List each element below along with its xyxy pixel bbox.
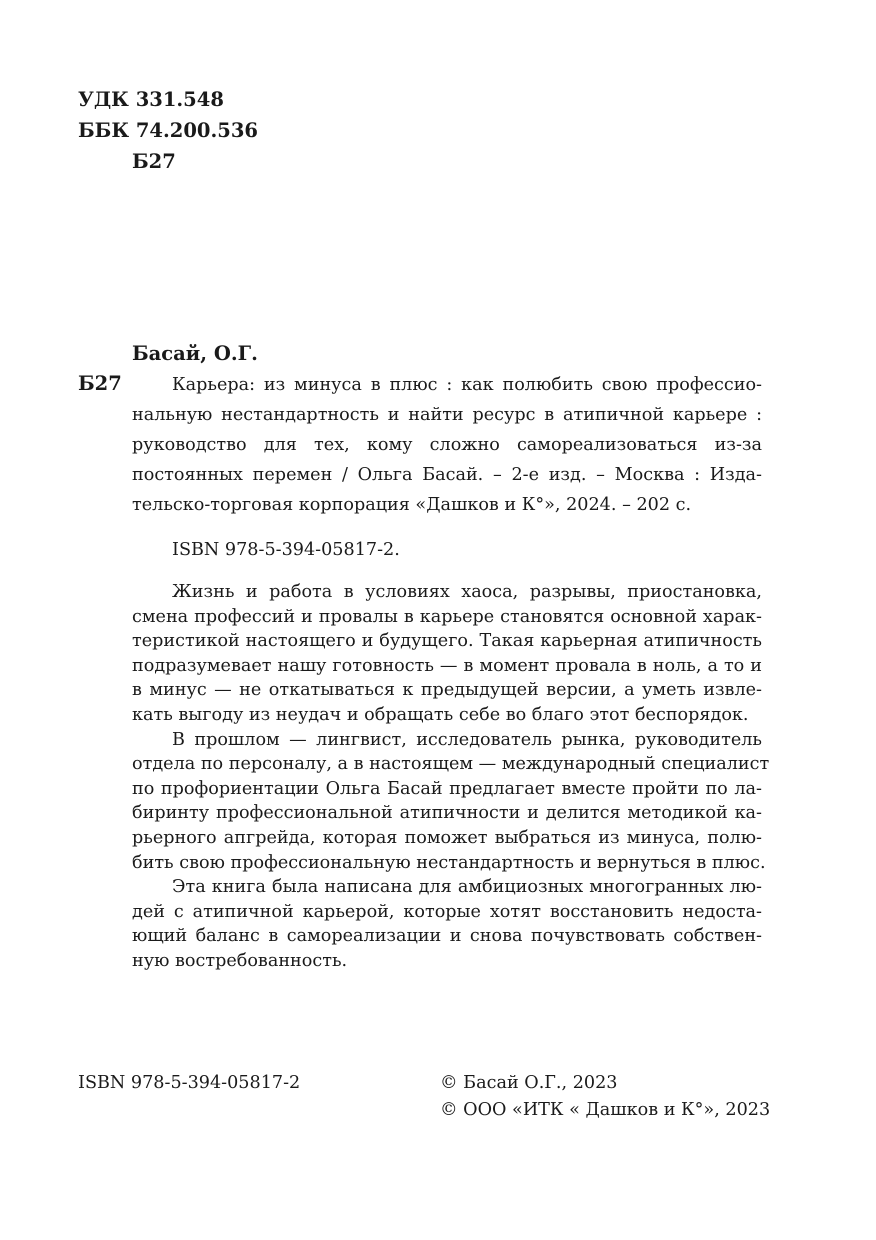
entry-line: постоянных перемен / Ольга Басай. – 2-е изд. – Москва : Изда-: [132, 465, 762, 485]
annotation-line: рьерного апгрейда, которая поможет выбраться из минуса, полю-: [132, 827, 762, 848]
annotation-line: кать выгоду из неудач и обращать себе во благо этот беспорядок.: [132, 704, 749, 725]
entry-line: Карьера: из минуса в плюс : как полюбить свою профессио-: [172, 375, 762, 395]
entry-line: тельско-торговая корпорация «Дашков и К°», 2024. – 202 с.: [132, 495, 692, 515]
entry-isbn: ISBN 978-5-394-05817-2.: [172, 540, 400, 560]
annotation-line: подразумевает нашу готовность — в момент провала в ноль, а то и: [132, 655, 762, 676]
annotation-line: Эта книга была написана для амбициозных многогранных лю-: [172, 877, 762, 898]
copyright-block: [440, 1070, 770, 1124]
annotation-line: бить свою профессиональную нестандартность и вернуться в плюс.: [132, 852, 766, 873]
author-sign: Б27: [132, 150, 176, 173]
entry-shelf-mark: Б27: [78, 372, 122, 395]
annotation-line: ную востребованность.: [132, 950, 348, 971]
copyright-author: © Басай О.Г., 2023: [440, 1073, 618, 1093]
footer-isbn: ISBN 978-5-394-05817-2: [78, 1073, 301, 1093]
annotation-line: дей с атипичной карьерой, которые хотят восстановить недоста-: [132, 901, 762, 922]
entry-author: Басай, О.Г.: [132, 342, 258, 365]
annotation-line: биринту профессиональной атипичности и делится методикой ка-: [132, 803, 762, 824]
annotation-line: в минус — не откатываться к предыдущей версии, а уметь извле-: [132, 680, 762, 701]
udk-code: УДК 331.548: [78, 88, 224, 111]
annotation-line: по профориентации Ольга Басай предлагает вместе пройти по ла-: [132, 778, 762, 799]
entry-line: руководство для тех, кому сложно самореализоваться из-за: [132, 435, 762, 455]
annotation: [132, 580, 770, 974]
annotation-line: смена профессий и провалы в карьере становятся основной харак-: [132, 606, 762, 627]
annotation-line: Жизнь и работа в условиях хаоса, разрывы, приостановка,: [172, 582, 762, 602]
entry-line: нальную нестандартность и найти ресурс в атипичной карьере :: [132, 405, 762, 425]
annotation-line: отдела по персоналу, а в настоящем — международный специалист: [132, 754, 770, 775]
copyright-publisher: © ООО «ИТК « Дашков и К°», 2023: [440, 1100, 771, 1120]
annotation-line: теристикой настоящего и будущего. Такая карьерная атипичность: [132, 631, 762, 652]
bbk-code: ББК 74.200.536: [78, 119, 258, 142]
annotation-line: ющий баланс в самореализации и снова почувствовать собствен-: [132, 926, 762, 947]
bibliographic-entry: [132, 370, 762, 520]
classification-block: [78, 84, 258, 177]
annotation-line: В прошлом — лингвист, исследователь рынка, руководитель: [172, 729, 762, 750]
